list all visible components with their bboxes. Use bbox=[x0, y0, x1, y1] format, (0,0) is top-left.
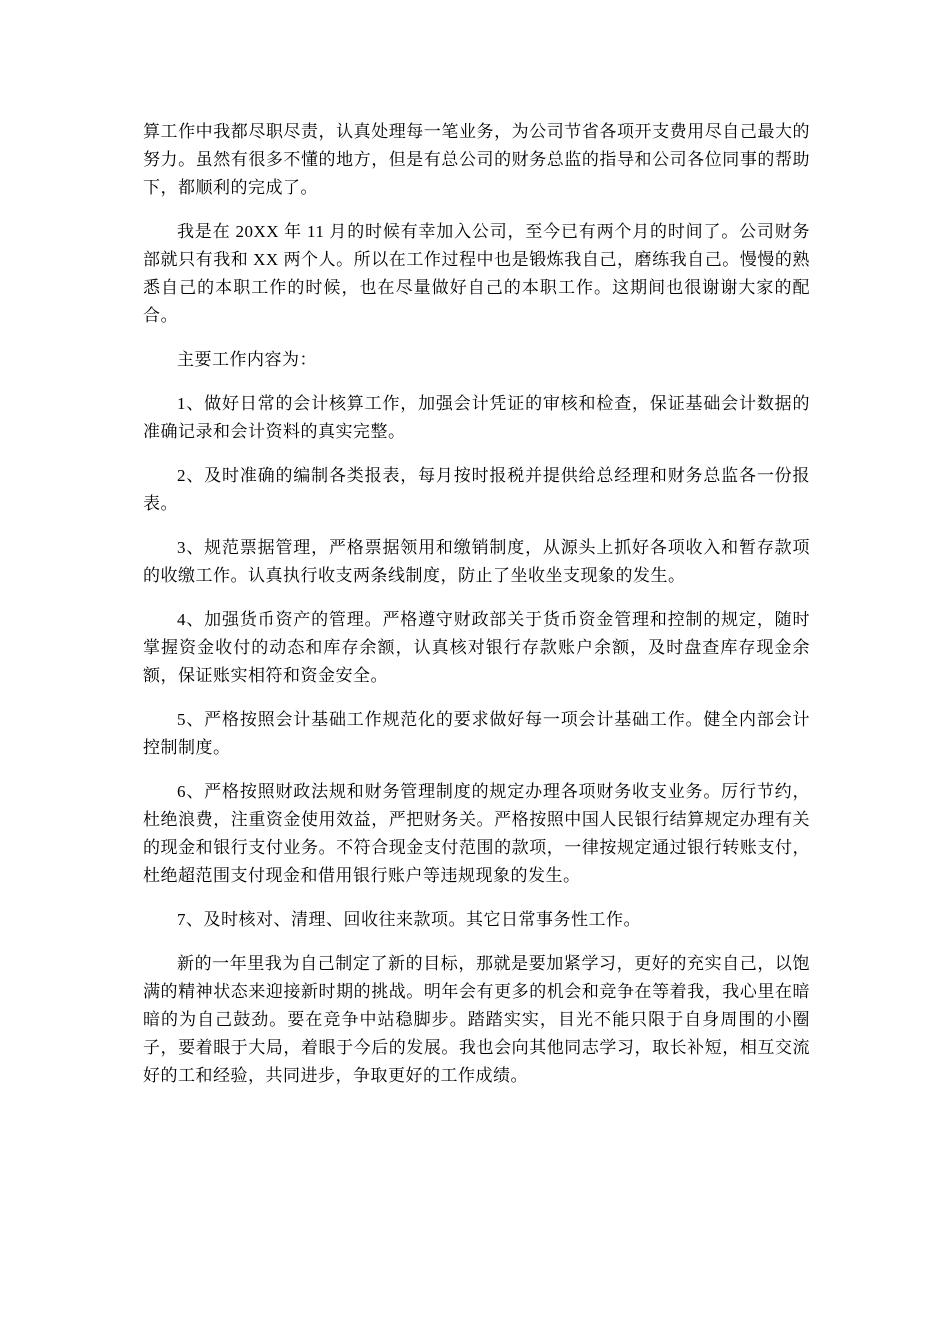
paragraph: 新的一年里我为自己制定了新的目标，那就是要加紧学习，更好的充实自己，以饱满的精神状态来迎接新时期的挑战。明年会有更多的机会和竞争在等着我，我心里在暗暗的为自己鼓劲。要在竞争中站稳脚步。踏踏实实，目光不能只限于自身周围的小圈子，要着眼于大局，着眼于今后的发展。我也会向其他同志学习，取长补短，相互交流好的工和经验，共同进步，争取更好的工作成绩。 bbox=[143, 954, 810, 1085]
paragraph: 我是在 20XX 年 11 月的时候有幸加入公司，至今已有两个月的时间了。公司财务部就只有我和 XX 两个人。所以在工作过程中也是锻炼我自己，磨练我自己。慢慢的熟悉自己的本职工作的时候，也在尽量做好自己的本职工作。这期间也很谢谢大家的配合。 bbox=[143, 222, 810, 325]
paragraph: 算工作中我都尽职尽责，认真处理每一笔业务，为公司节省各项开支费用尽自己最大的努力。虽然有很多不懂的地方，但是有总公司的财务总监的指导和公司各位同事的帮助下，都顺利的完成了。 bbox=[143, 122, 810, 197]
paragraph: 3、规范票据管理，严格票据领用和缴销制度，从源头上抓好各项收入和暂存款项的收缴工作。认真执行收支两条线制度，防止了坐收坐支现象的发生。 bbox=[143, 538, 810, 585]
paragraph: 2、及时准确的编制各类报表，每月按时报税并提供给总经理和财务总监各一份报表。 bbox=[143, 466, 810, 513]
paragraph: 6、严格按照财政法规和财务管理制度的规定办理各项财务收支业务。厉行节约，杜绝浪费，注重资金使用效益，严把财务关。严格按照中国人民银行结算规定办理有关的现金和银行支付业务。不符合现金支付范围的款项，一律按规定通过银行转账支付，杜绝超范围支付现金和借用银行账户等违规现象的发生。 bbox=[143, 782, 810, 885]
paragraph: 4、加强货币资产的管理。严格遵守财政部关于货币资金管理和控制的规定，随时掌握资金收付的动态和库存余额，认真核对银行存款账户余额，及时盘查库存现金余额，保证账实相符和资金安全。 bbox=[143, 610, 810, 685]
document-body bbox=[143, 118, 810, 1090]
paragraph: 5、严格按照会计基础工作规范化的要求做好每一项会计基础工作。健全内部会计控制制度。 bbox=[143, 710, 810, 757]
paragraph: 7、及时核对、清理、回收往来款项。其它日常事务性工作。 bbox=[177, 910, 641, 929]
paragraph: 主要工作内容为： bbox=[177, 350, 317, 369]
paragraph: 1、做好日常的会计核算工作，加强会计凭证的审核和检查，保证基础会计数据的准确记录和会计资料的真实完整。 bbox=[143, 394, 810, 441]
